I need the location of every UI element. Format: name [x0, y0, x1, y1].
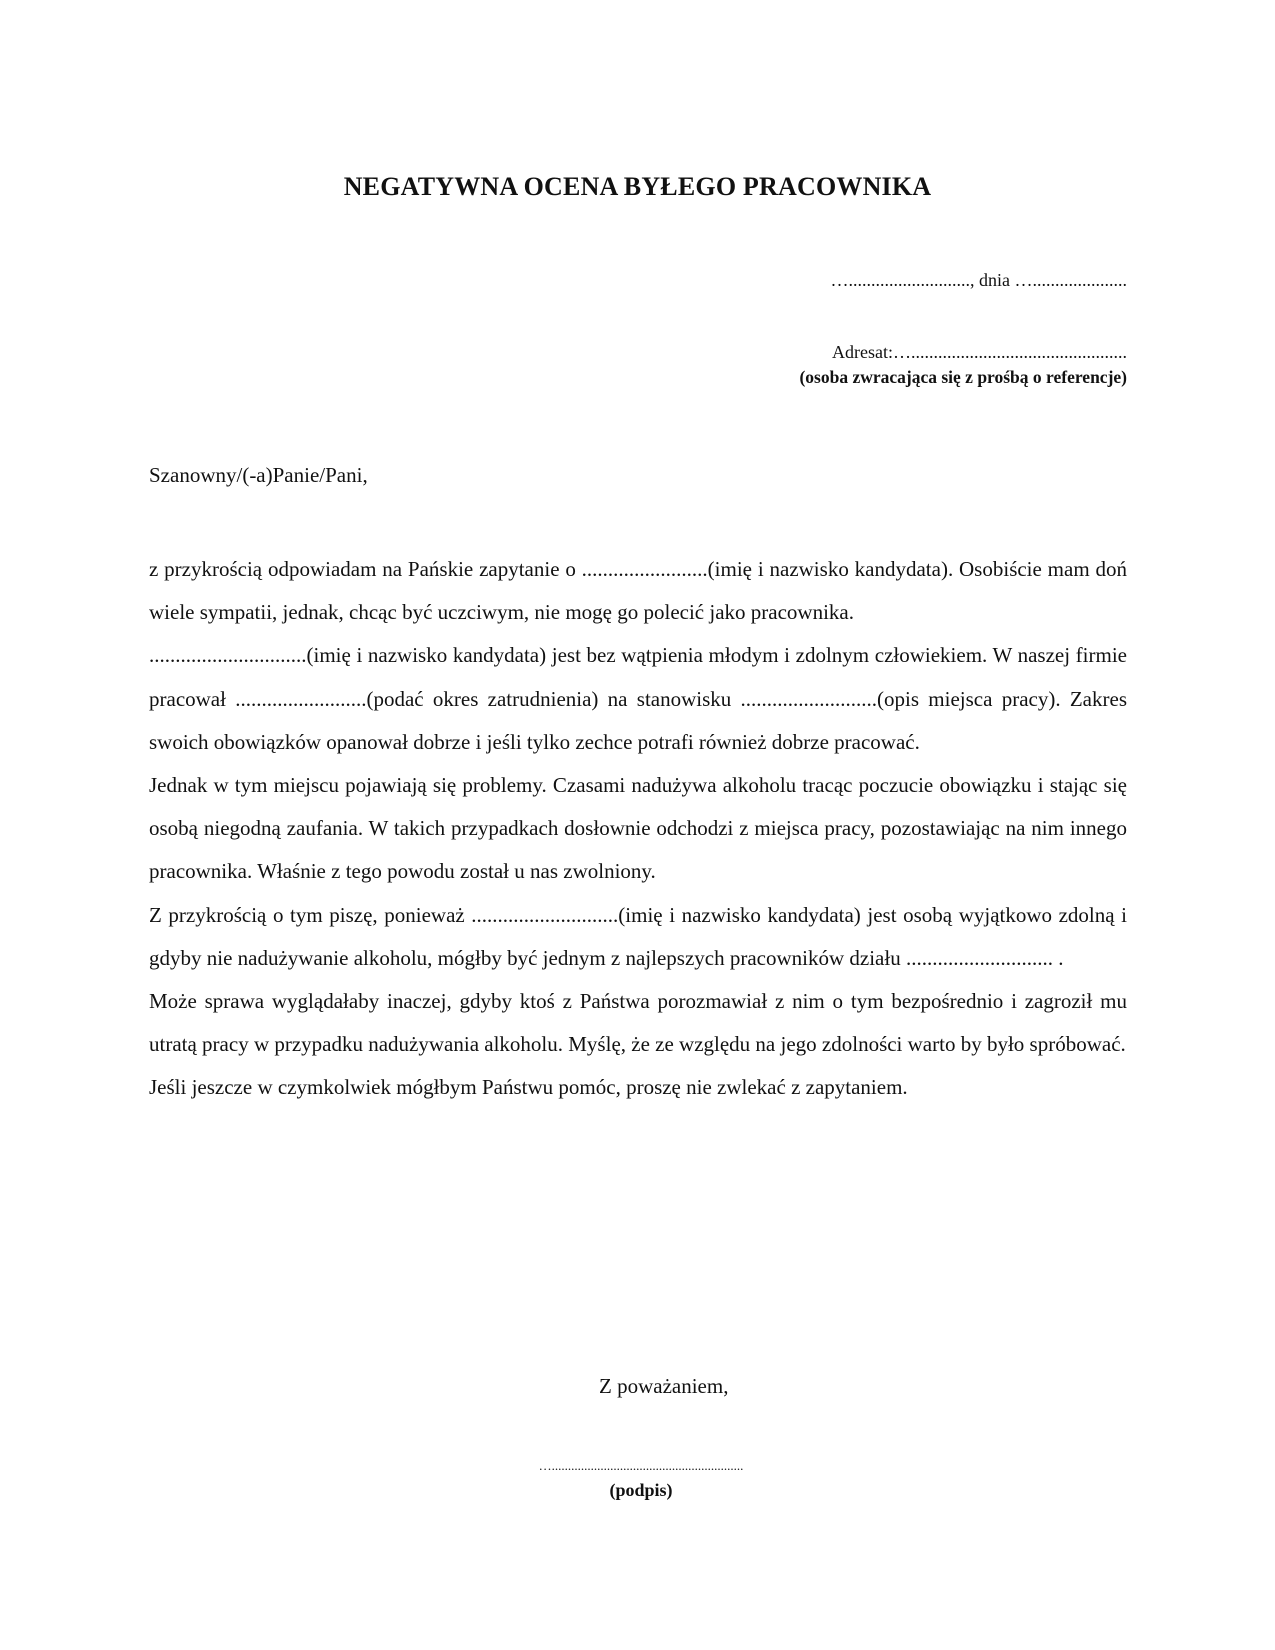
letter-body: [149, 548, 1127, 1110]
place-date-line: …..........................., dnia ….....................: [830, 270, 1127, 290]
signature-label: (podpis): [609, 1480, 673, 1500]
paragraph-5: Może sprawa wyglądałaby inaczej, gdyby ktoś z Państwa porozmawiał z nim o tym bezpośrednio i zagroził mu utratą pracy w przypadku nadużywania alkoholu. Myślę, że ze względu na jego zdolności warto by było spróbować.: [149, 989, 1127, 1057]
closing: Z poważaniem,: [599, 1374, 729, 1398]
signature-line: …...........................................................: [538, 1458, 744, 1473]
paragraph-1: z przykrością odpowiadam na Pańskie zapytanie o ........................(imię i nazwisko kandydata). Osobiście mam doń wiele sympatii, jednak, chcąc być uczciwym, nie mogę go polecić jako pracownika.: [149, 557, 1127, 625]
document-title: NEGATYWNA OCENA BYŁEGO PRACOWNIKA: [343, 172, 932, 201]
addressee-note: (osoba zwracająca się z prośbą o referencje): [799, 367, 1127, 387]
paragraph-6: Jeśli jeszcze w czymkolwiek mógłbym Państwu pomóc, proszę nie zwlekać z zapytaniem.: [149, 1075, 908, 1100]
addressee-line: Adresat:…................................................: [832, 342, 1127, 362]
paragraph-2: ..............................(imię i nazwisko kandydata) jest bez wątpienia młodym i zdolnym człowiekiem. W naszej firmie pracował .........................(podać okres zatrudnienia) na stanowisku ..........................(opis miejsca pracy). Zakres swoich obowiązków opanował dobrze i jeśli tylko zechce potrafi również dobrze pracować.: [149, 643, 1127, 754]
salutation: Szanowny/(-a)Panie/Pani,: [149, 463, 368, 487]
paragraph-4: Z przykrością o tym piszę, ponieważ ............................(imię i nazwisko kandydata) jest osobą wyjątkowo zdolną i gdyby nie nadużywanie alkoholu, mógłby być jednym z najlepszych pracowników działu ............................ .: [149, 902, 1127, 970]
paragraph-3: Jednak w tym miejscu pojawiają się problemy. Czasami nadużywa alkoholu tracąc poczucie obowiązku i stając się osobą niegodną zaufania. W takich przypadkach dosłownie odchodzi z miejsca pracy, pozostawiając na nim innego pracownika. Właśnie z tego powodu został u nas zwolniony.: [149, 773, 1127, 884]
